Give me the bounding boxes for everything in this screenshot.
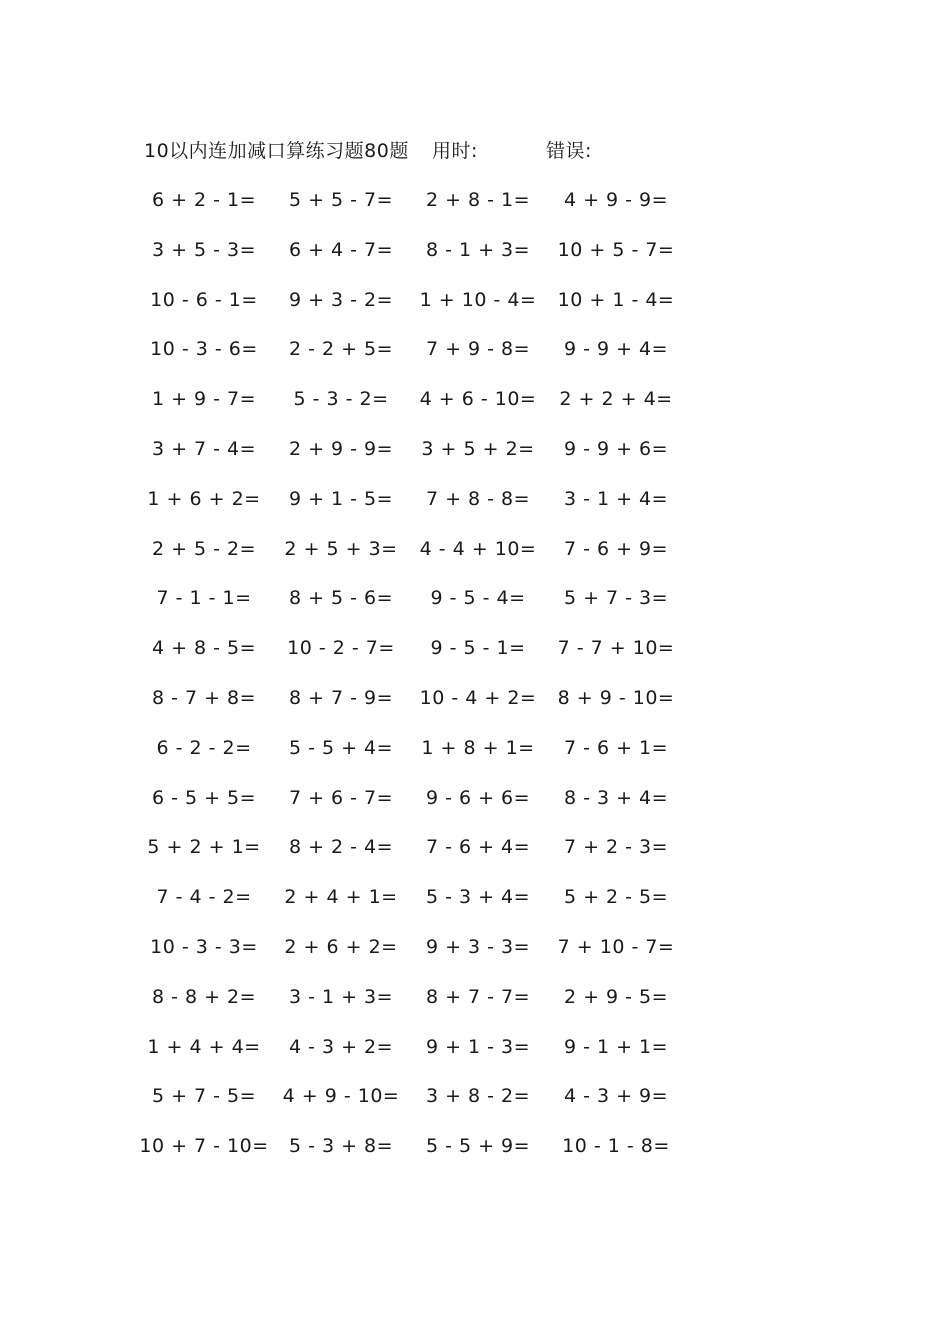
problem-3-4: 7 + 9 - 8= [425,338,531,361]
errors-label: 错误: [546,140,592,162]
problem-2-13: 7 + 6 - 7= [288,786,394,809]
problem-4-9: 5 + 7 - 3= [563,587,669,610]
problem-2-16: 2 + 6 + 2= [284,936,398,958]
problem-4-13: 8 - 3 + 4= [563,786,669,809]
problem-3-19: 3 + 8 - 2= [425,1085,531,1108]
problem-1-17: 8 - 8 + 2= [151,985,257,1008]
problem-4-20: 10 - 1 - 8= [562,1135,670,1158]
problem-1-20: 10 + 7 - 10= [139,1135,269,1158]
problem-1-18: 1 + 4 + 4= [147,1035,261,1058]
problem-3-3: 1 + 10 - 4= [419,288,537,311]
problem-3-17: 8 + 7 - 7= [425,985,531,1008]
problem-2-11: 8 + 7 - 9= [288,687,394,709]
problem-4-15: 5 + 2 - 5= [563,886,669,909]
problem-4-7: 3 - 1 + 4= [563,487,669,510]
problem-1-12: 6 - 2 - 2= [156,736,252,759]
problem-3-15: 5 - 3 + 4= [425,886,531,909]
problem-3-1: 2 + 8 - 1= [425,189,531,211]
problem-3-14: 7 - 6 + 4= [425,836,531,859]
problem-3-13: 9 - 6 + 6= [425,786,531,809]
worksheet-title: 10以内连加减口算练习题80题 [144,140,409,162]
problem-2-12: 5 - 5 + 4= [288,736,394,759]
problem-3-8: 4 - 4 + 10= [419,537,537,560]
problem-1-4: 10 - 3 - 6= [150,338,258,361]
problem-1-6: 3 + 7 - 4= [151,438,257,460]
problem-4-14: 7 + 2 - 3= [563,836,669,859]
problem-2-15: 2 + 4 + 1= [284,886,398,909]
problem-2-4: 2 - 2 + 5= [288,338,394,361]
problem-3-6: 3 + 5 + 2= [421,438,535,460]
problem-4-19: 4 - 3 + 9= [563,1085,669,1108]
problem-1-13: 6 - 5 + 5= [151,786,257,809]
problem-1-5: 1 + 9 - 7= [151,388,257,411]
problem-3-2: 8 - 1 + 3= [425,238,531,261]
problem-4-18: 9 - 1 + 1= [563,1035,669,1058]
problem-4-11: 8 + 9 - 10= [557,687,675,709]
problem-2-14: 8 + 2 - 4= [288,836,394,859]
problem-2-10: 10 - 2 - 7= [287,637,395,660]
problem-1-7: 1 + 6 + 2= [147,487,261,510]
problem-1-14: 5 + 2 + 1= [147,836,261,859]
problem-1-2: 3 + 5 - 3= [151,238,257,261]
problem-3-5: 4 + 6 - 10= [419,388,537,411]
problem-4-12: 7 - 6 + 1= [563,736,669,759]
problem-2-9: 8 + 5 - 6= [288,587,394,610]
time-label: 用时: [432,140,478,162]
problem-2-3: 9 + 3 - 2= [288,288,394,311]
problem-2-8: 2 + 5 + 3= [284,537,398,560]
problem-1-19: 5 + 7 - 5= [151,1085,257,1108]
problem-2-2: 6 + 4 - 7= [288,238,394,261]
problem-4-4: 9 - 9 + 4= [563,338,669,361]
problem-2-19: 4 + 9 - 10= [282,1085,400,1108]
problem-1-16: 10 - 3 - 3= [150,936,258,958]
problem-4-6: 9 - 9 + 6= [563,438,669,460]
problem-2-17: 3 - 1 + 3= [288,985,394,1008]
problem-4-2: 10 + 5 - 7= [557,238,675,261]
problem-1-1: 6 + 2 - 1= [151,189,257,211]
problem-2-20: 5 - 3 + 8= [288,1135,394,1158]
problem-4-8: 7 - 6 + 9= [563,537,669,560]
problem-1-10: 4 + 8 - 5= [151,637,257,660]
problem-3-11: 10 - 4 + 2= [419,687,537,709]
problem-4-17: 2 + 9 - 5= [563,985,669,1008]
problem-3-20: 5 - 5 + 9= [425,1135,531,1158]
problem-1-15: 7 - 4 - 2= [156,886,252,909]
problem-3-10: 9 - 5 - 1= [430,637,526,660]
problem-3-16: 9 + 3 - 3= [425,936,531,958]
problem-4-10: 7 - 7 + 10= [557,637,675,660]
problem-4-1: 4 + 9 - 9= [563,189,669,211]
problem-1-11: 8 - 7 + 8= [151,687,257,709]
problem-3-9: 9 - 5 - 4= [430,587,526,610]
problem-4-16: 7 + 10 - 7= [557,936,675,958]
problem-1-3: 10 - 6 - 1= [150,288,258,311]
problem-3-18: 9 + 1 - 3= [425,1035,531,1058]
problem-1-9: 7 - 1 - 1= [156,587,252,610]
problem-3-7: 7 + 8 - 8= [425,487,531,510]
problem-4-3: 10 + 1 - 4= [557,288,675,311]
problem-4-5: 2 + 2 + 4= [559,388,673,411]
problem-3-12: 1 + 8 + 1= [421,736,535,759]
problem-2-5: 5 - 3 - 2= [293,388,389,411]
problem-1-8: 2 + 5 - 2= [151,537,257,560]
problem-2-18: 4 - 3 + 2= [288,1035,394,1058]
problem-2-6: 2 + 9 - 9= [288,438,394,460]
problem-2-1: 5 + 5 - 7= [288,189,394,211]
problem-2-7: 9 + 1 - 5= [288,487,394,510]
